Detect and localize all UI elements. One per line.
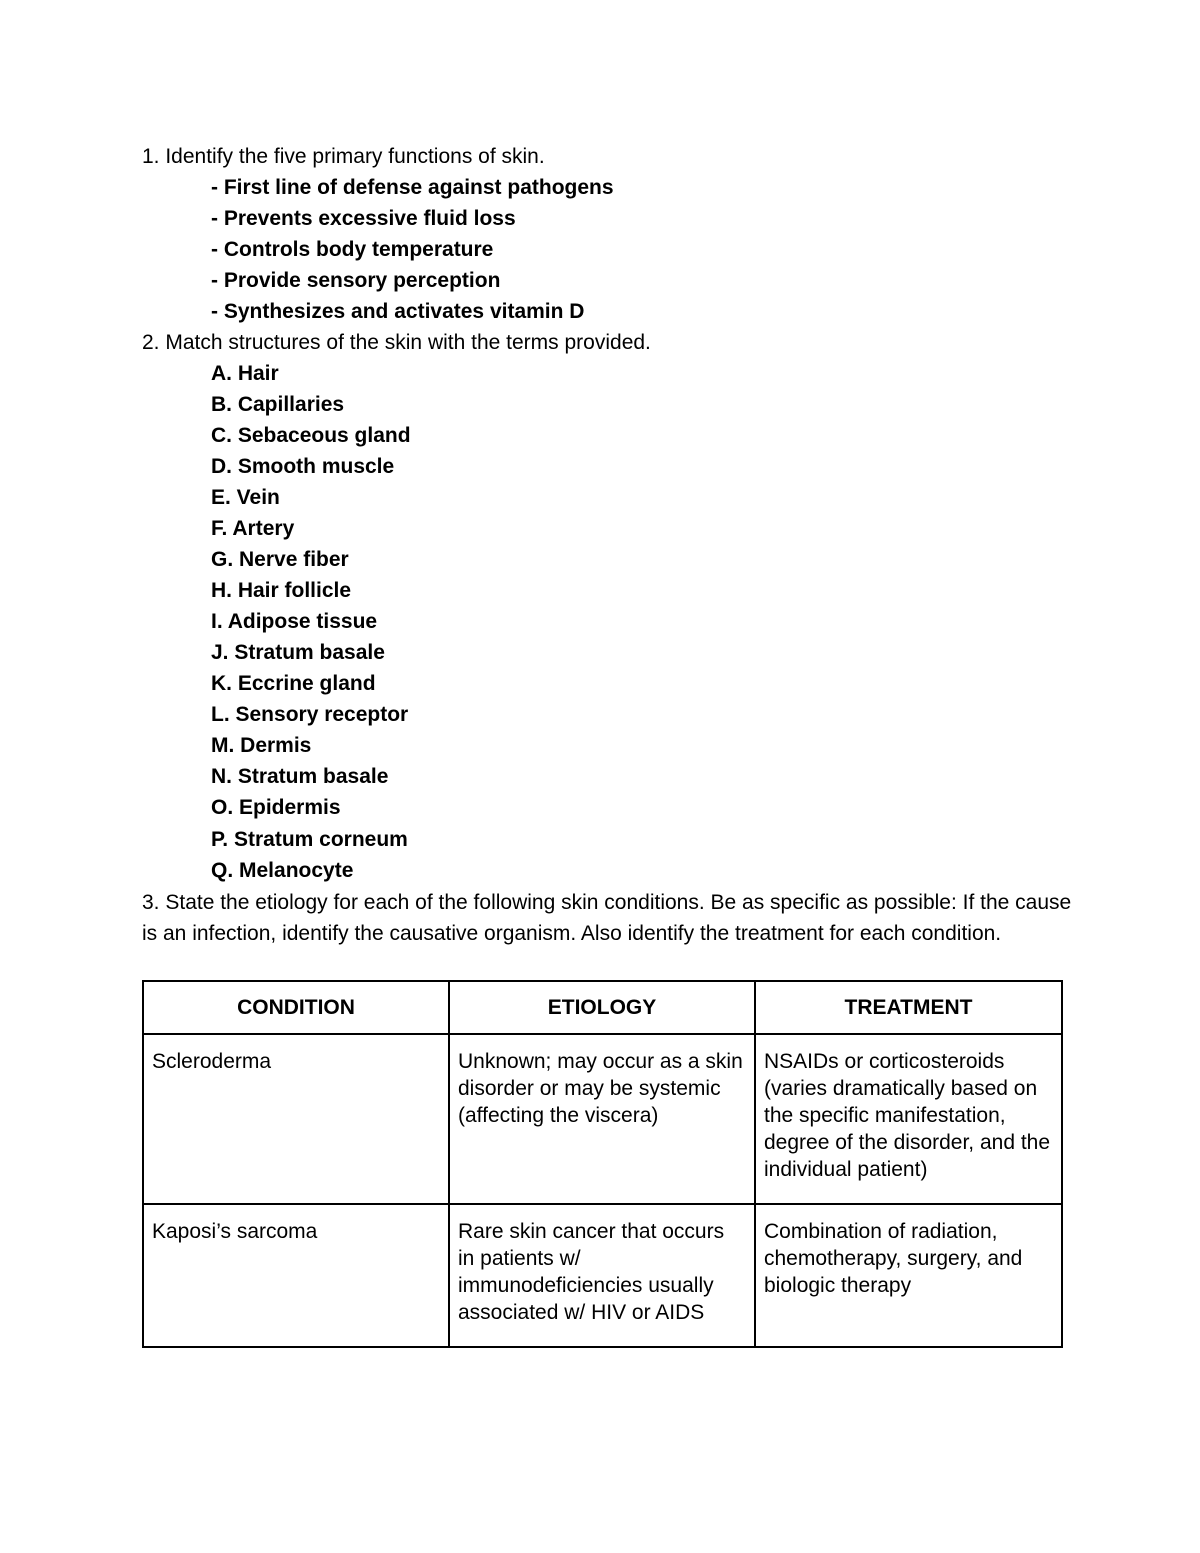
q2-answer: A. Hair <box>211 362 279 385</box>
q2-answer: P. Stratum corneum <box>211 828 408 851</box>
table-row <box>143 1204 1062 1347</box>
cell-etiology: Unknown; may occur as a skin disorder or may be systemic (affecting the viscera) <box>449 1034 755 1204</box>
q2-answer: L. Sensory receptor <box>211 703 409 726</box>
q2-answer: M. Dermis <box>211 734 312 757</box>
q2-answer: D. Smooth muscle <box>211 455 395 478</box>
q2-answer: B. Capillaries <box>211 393 345 416</box>
table-row <box>143 1034 1062 1204</box>
q1-answer: - First line of defense against pathogens <box>211 176 614 199</box>
header-treatment: TREATMENT <box>755 981 1062 1034</box>
q2-answer: C. Sebaceous gland <box>211 424 411 447</box>
cell-etiology: Rare skin cancer that occurs in patients w/ immunodeficiencies usually associated w/ HIV or AIDS <box>449 1204 755 1347</box>
cell-treatment: NSAIDs or corticosteroids (varies dramatically based on the specific manifestation, degree of the disorder, and the individual patient) <box>755 1034 1062 1204</box>
q1-answer: - Synthesizes and activates vitamin D <box>211 300 585 323</box>
q1-answer: - Provide sensory perception <box>211 269 501 292</box>
conditions-table <box>142 980 1063 1348</box>
q2-answer: J. Stratum basale <box>211 641 385 664</box>
question-2-prompt: 2. Match structures of the skin with the terms provided. <box>142 331 651 354</box>
header-etiology: ETIOLOGY <box>449 981 755 1034</box>
question-3-prompt: 3. State the etiology for each of the following skin conditions. Be as specific as possible: If the cause is an infection, identify the causative organism. Also identify the treatment for each condition. <box>142 891 1072 945</box>
q1-answer: - Prevents excessive fluid loss <box>211 207 516 230</box>
q2-answer: F. Artery <box>211 517 295 540</box>
table-header-row <box>143 981 1062 1034</box>
q2-answer: Q. Melanocyte <box>211 859 354 882</box>
q2-answer: G. Nerve fiber <box>211 548 349 571</box>
cell-treatment: Combination of radiation, chemotherapy, surgery, and biologic therapy <box>755 1204 1062 1347</box>
q2-answer: K. Eccrine gland <box>211 672 376 695</box>
header-condition: CONDITION <box>143 981 449 1034</box>
question-1-prompt: 1. Identify the five primary functions of skin. <box>142 145 545 168</box>
cell-condition: Kaposi’s sarcoma <box>143 1204 449 1347</box>
q2-answer: N. Stratum basale <box>211 765 389 788</box>
q2-answer: O. Epidermis <box>211 796 341 819</box>
q2-answer: I. Adipose tissue <box>211 610 378 633</box>
q2-answer: E. Vein <box>211 486 280 509</box>
q1-answer: - Controls body temperature <box>211 238 494 261</box>
cell-condition: Scleroderma <box>143 1034 449 1204</box>
q2-answer: H. Hair follicle <box>211 579 352 602</box>
